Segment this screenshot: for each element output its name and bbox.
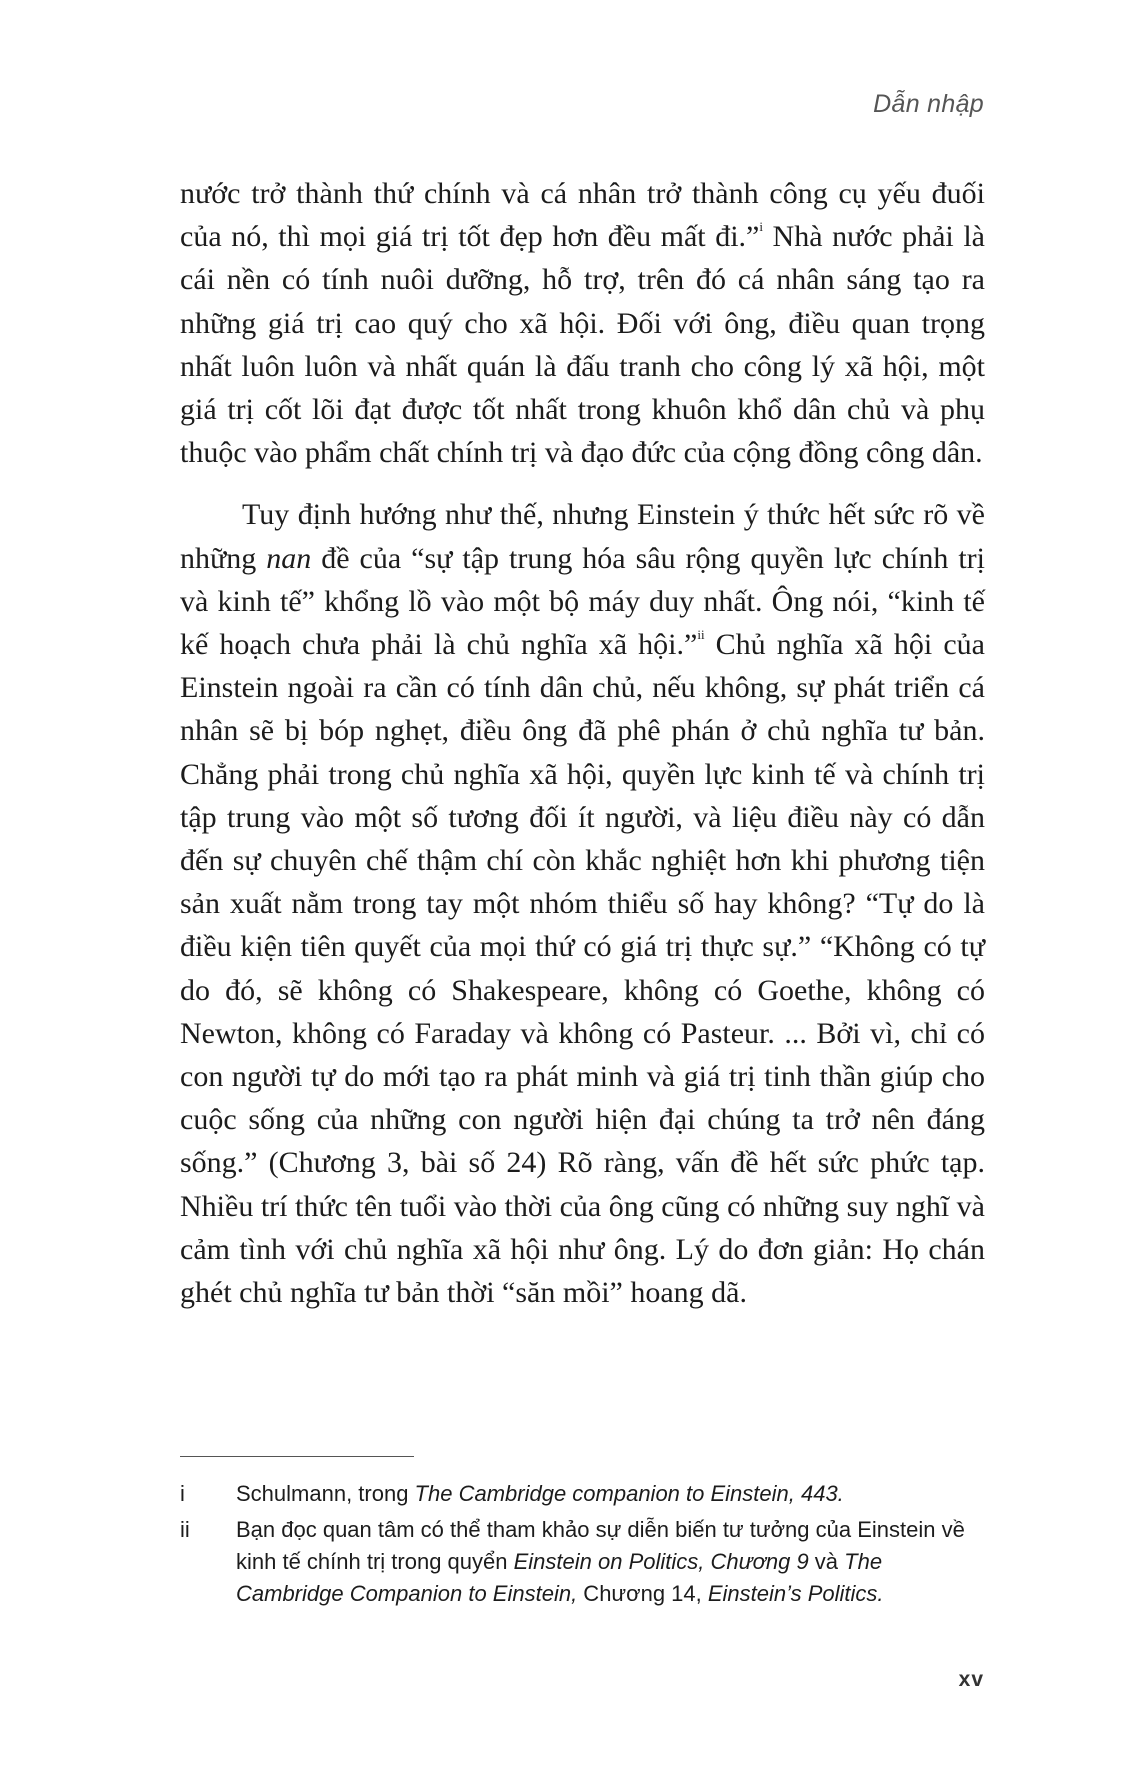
- paragraph-1-text-a: nước trở thành thứ chính và cá nhân trở thành công cụ yếu đuối của nó, thì mọi giá trị tốt đẹp hơn đều mất đi.”: [180, 177, 985, 254]
- footnote-i: [180, 1478, 990, 1510]
- paragraph-2-italic-word: nan: [266, 541, 312, 575]
- footnote-i-text-a: Schulmann, trong: [236, 1481, 415, 1506]
- footnote-marker: i: [180, 1481, 185, 1506]
- footnote-ref-ii[interactable]: ii: [697, 627, 705, 643]
- footnote-text: [236, 1478, 990, 1510]
- footnote-text: [236, 1514, 990, 1610]
- paragraph-2-text-b: đề của “sự tập trung hóa sâu rộng quyền lực chính trị và kinh tế” khổng lồ vào một bộ máy duy nhất. Ông nói, “kinh tế kế hoạch chưa phải là chủ nghĩa xã hội.”: [180, 541, 985, 662]
- paragraph-1: [180, 172, 985, 474]
- footnote-ii-italic-b: The Cambridge Companion to Einstein,: [236, 1549, 883, 1606]
- footnotes: [180, 1478, 990, 1614]
- paragraph-2-text-a: Tuy định hướng như thế, nhưng Einstein ý thức hết sức rõ về những: [180, 498, 985, 575]
- paragraph-2-text-c: Chủ nghĩa xã hội của Einstein ngoài ra cần có tính dân chủ, nếu không, sự phát triển cá nhân sẽ bị bóp nghẹt, điều ông đã phê phán ở chủ nghĩa tư bản. Chẳng phải trong chủ nghĩa xã hội, quyền lực kinh tế và chính trị tập trung vào một số tương đối ít người, và liệu điều này có dẫn đến sự chuyên chế thậm chí còn khắc nghiệt hơn khi phương tiện sản xuất nằm trong tay một nhóm thiểu số hay không? “Tự do là điều kiện tiên quyết của mọi thứ có giá trị thực sự.” “Không có tự do đó, sẽ không có Shakespeare, không có Goethe, không có Newton, không có Faraday và không có Pasteur. ... Bởi vì, chỉ có con người tự do mới tạo ra phát minh và giá trị tinh thần giúp cho cuộc sống của những con người hiện đại chúng ta trở nên đáng sống.” (Chương 3, bài số 24) Rõ ràng, vấn đề hết sức phức tạp. Nhiều trí thức tên tuổi vào thời của ông cũng có những suy nghĩ và cảm tình với chủ nghĩa xã hội như ông. Lý do đơn giản: Họ chán ghét chủ nghĩa tư bản thời “săn mồi” hoang dã.: [180, 628, 985, 1310]
- footnote-ii: [180, 1514, 990, 1610]
- footnote-ii-text-b: và: [808, 1549, 845, 1574]
- body-text: [180, 172, 985, 1314]
- footnote-marker: ii: [180, 1517, 190, 1542]
- paragraph-1-text-b: Nhà nước phải là cái nền có tính nuôi dưỡng, hỗ trợ, trên đó cá nhân sáng tạo ra những giá trị cao quý cho xã hội. Đối với ông, điều quan trọng nhất luôn luôn và nhất quán là đấu tranh cho công lý xã hội, một giá trị cốt lõi đạt được tốt nhất trong khuôn khổ dân chủ và phụ thuộc vào phẩm chất chính trị và đạo đức của cộng đồng công dân.: [180, 220, 985, 470]
- footnote-ref-i[interactable]: i: [759, 219, 763, 235]
- footnote-i-italic-a: The Cambridge companion to Einstein, 443.: [414, 1481, 844, 1506]
- running-head: Dẫn nhập: [873, 90, 984, 118]
- footnote-ii-text-c: Chương 14,: [577, 1581, 708, 1606]
- footnote-ii-italic-a: Einstein on Politics, Chương 9: [513, 1549, 809, 1574]
- page-number: xv: [958, 1668, 984, 1691]
- footnote-ii-italic-c: Einstein’s Politics.: [707, 1581, 884, 1606]
- footnote-ii-text-a: Bạn đọc quan tâm có thể tham khảo sự diễn biến tư tưởng của Einstein về kinh tế chính trị trong quyển: [236, 1517, 965, 1574]
- paragraph-2: [180, 493, 985, 1314]
- footnote-divider: [180, 1456, 414, 1457]
